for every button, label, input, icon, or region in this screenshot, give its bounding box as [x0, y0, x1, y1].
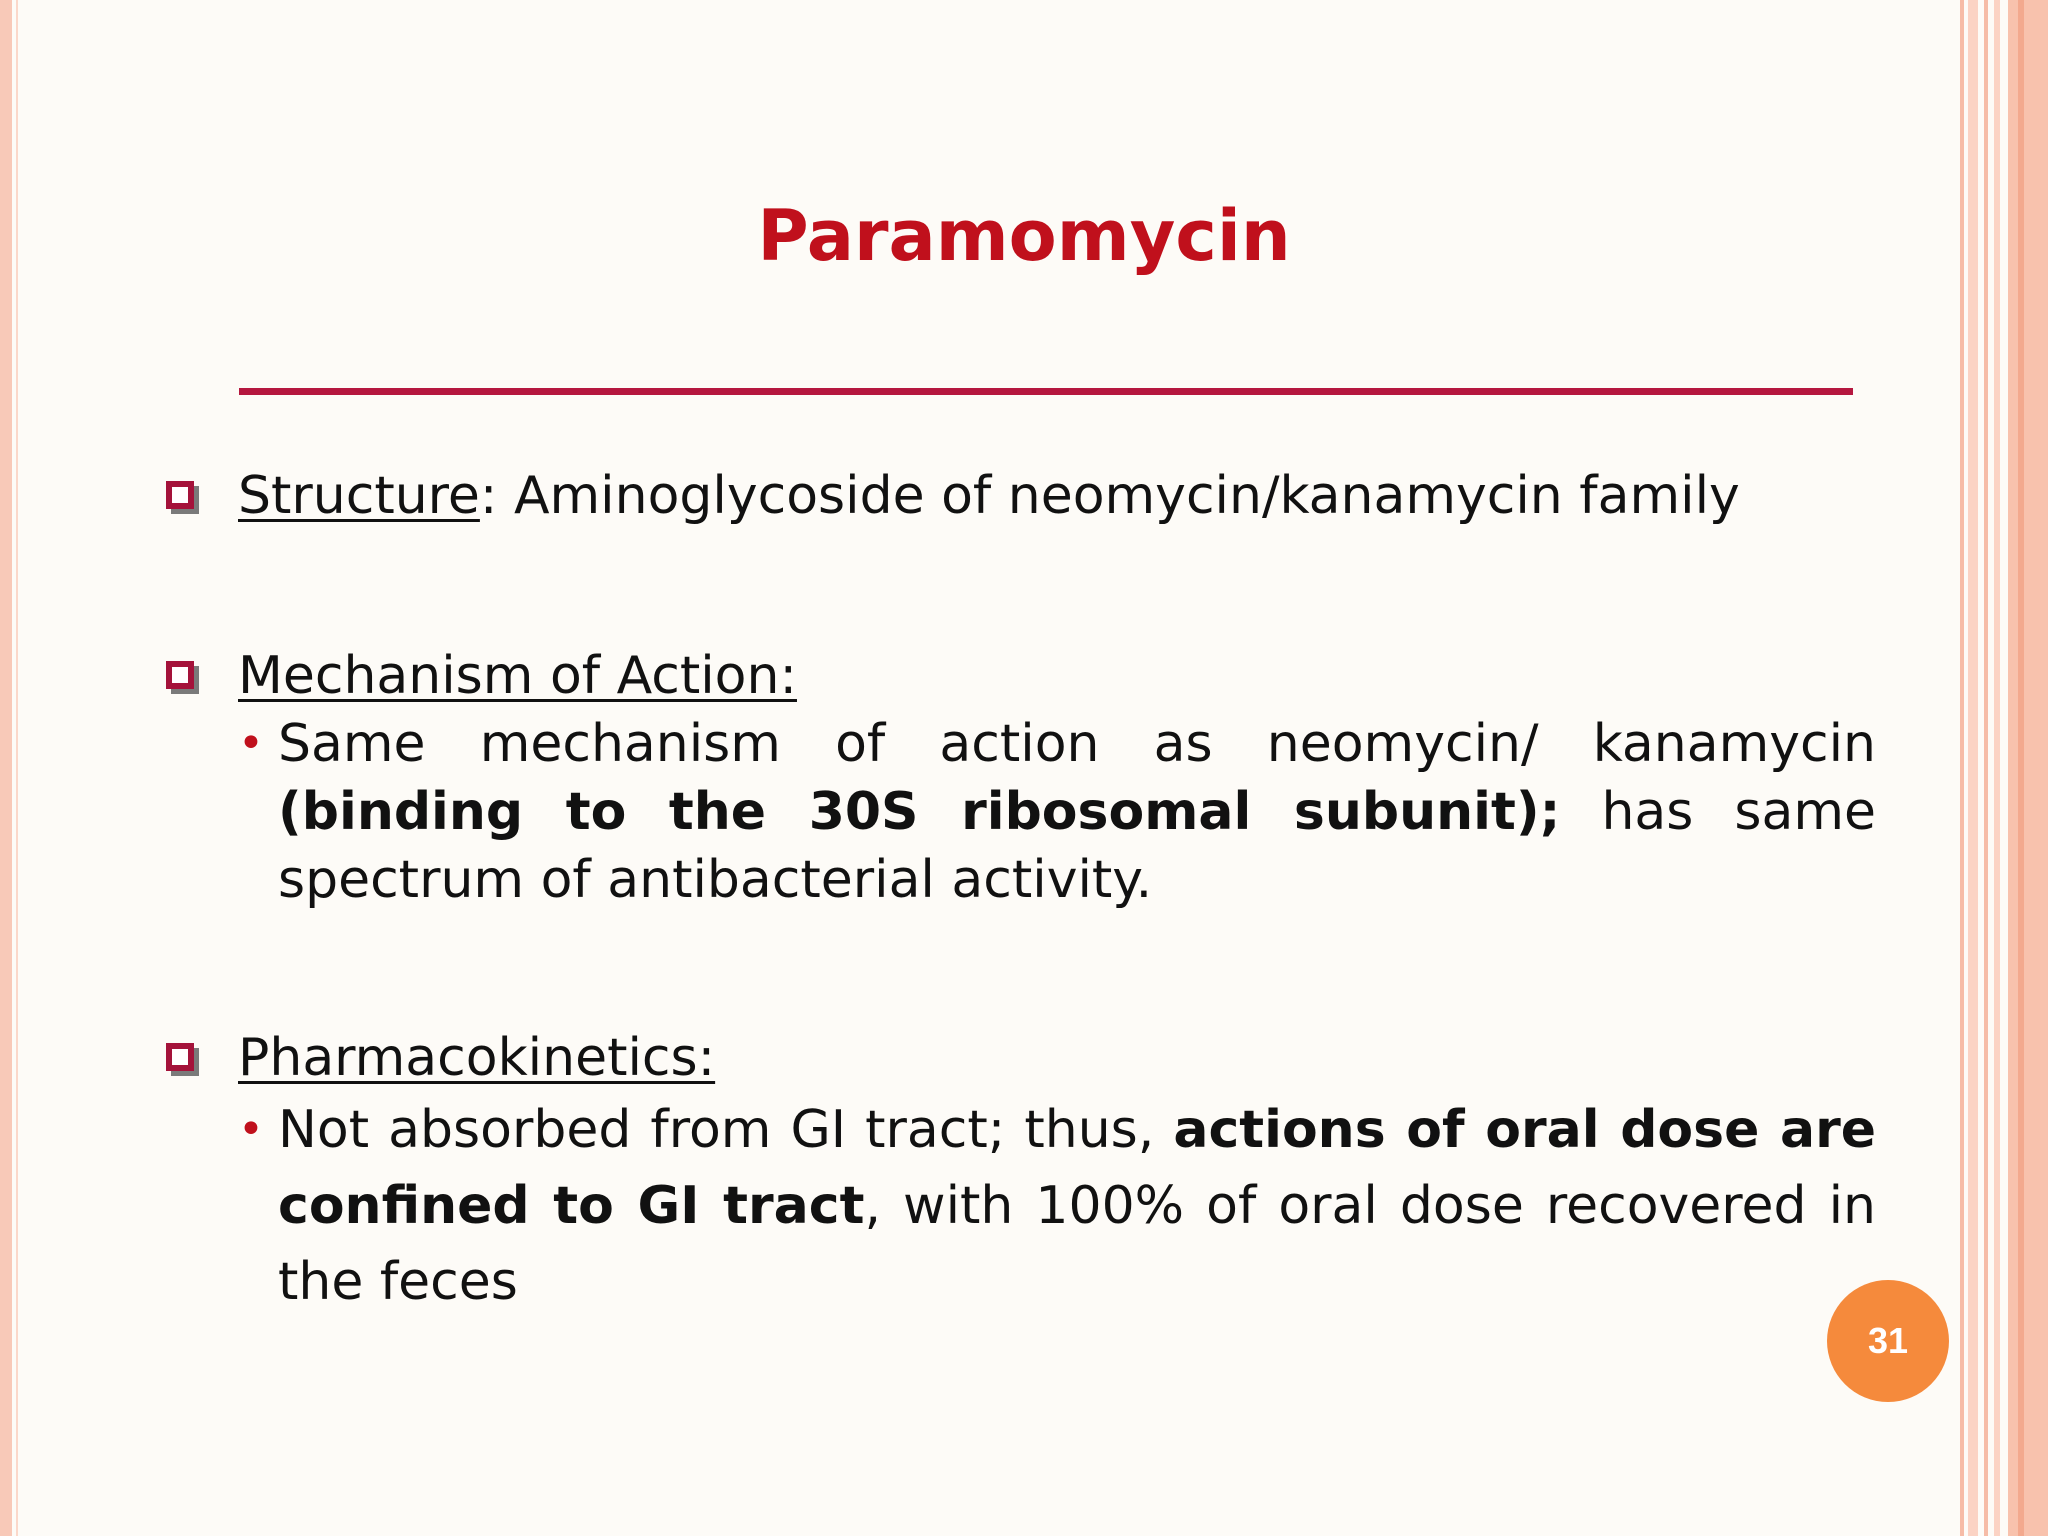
section-text: : Aminoglycoside of neomycin/kanamycin family [479, 466, 1740, 526]
slide-content [166, 462, 1876, 1320]
bullet-item: • Same mechanism of action as neomycin/ kanamycin (binding to the 30S ribosomal subunit); has same spectrum of antibacterial activity. [166, 710, 1876, 914]
section-heading: Pharmacokinetics: [238, 1028, 716, 1088]
section-structure [166, 462, 1876, 530]
checkbox-bullet-icon [166, 481, 194, 509]
checkbox-bullet-icon [166, 1043, 194, 1071]
bullet-dot-icon: • [238, 718, 264, 769]
checkbox-bullet-icon [166, 661, 194, 689]
section-heading: Structure [238, 466, 480, 526]
section-heading: Mechanism of Action: [238, 646, 797, 706]
title-divider [239, 388, 1853, 395]
bullet-item: • Not absorbed from GI tract; thus, actions of oral dose are confined to GI tract, with 100% of oral dose recovered in the feces [166, 1092, 1876, 1320]
section-pharmacokinetics [166, 1024, 1876, 1092]
page-number-badge: 31 [1827, 1280, 1949, 1402]
section-mechanism [166, 642, 1876, 710]
bullet-dot-icon: • [238, 1104, 264, 1155]
slide-title: Paramomycin [757, 195, 1291, 277]
